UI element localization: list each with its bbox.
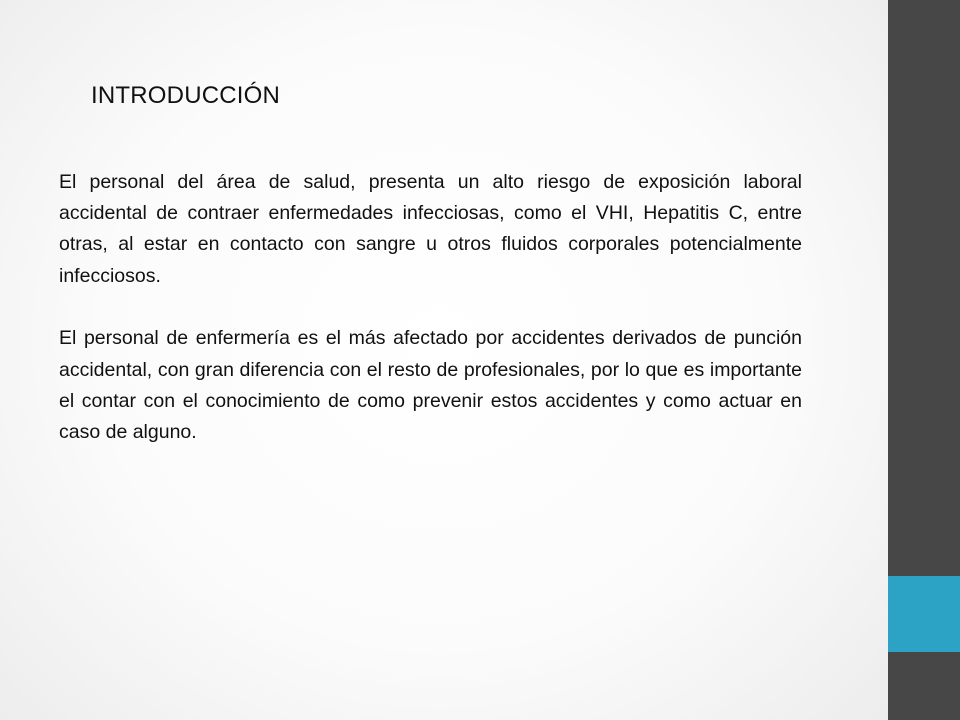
sidebar-dark-bottom [888,652,960,720]
slide-body [59,147,802,468]
paragraph-1: El personal del área de salud, presenta un alto riesgo de exposición laboral accidental de contraer enfermedades infecciosas, como el VHI, Hepatitis C, entre otras, al estar en contacto con sangre u otros fluidos corporales potencialmente infecciosos. [59,170,802,287]
sidebar-accent-block [888,576,960,652]
paragraph-2: El personal de enfermería es el más afectado por accidentes derivados de punción accidental, con gran diferencia con el resto de profesionales, por lo que es importante el contar con el conocimiento de como prevenir estos accidentes y como actuar en caso de alguno. [59,327,802,444]
slide-title: INTRODUCCIÓN [91,82,281,109]
sidebar-dark-top [888,0,960,576]
